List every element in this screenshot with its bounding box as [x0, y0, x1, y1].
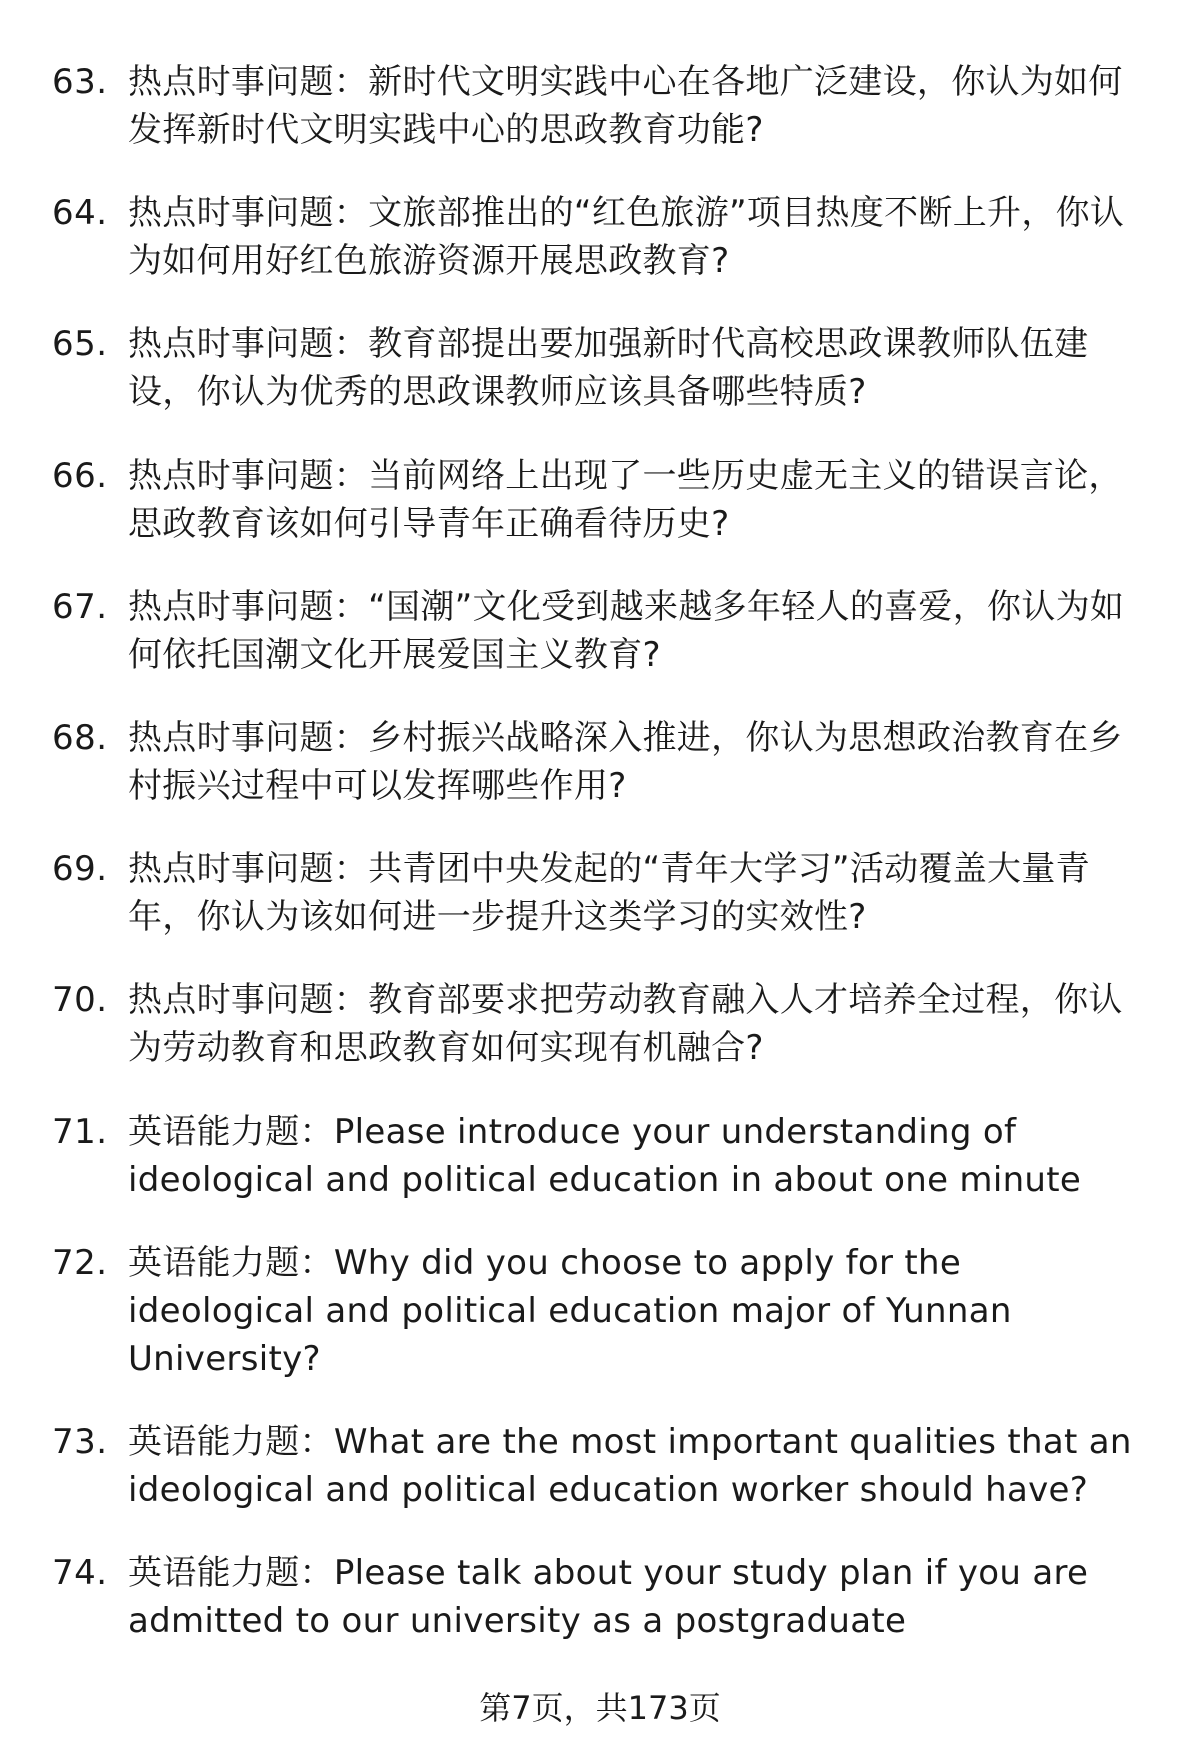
question-number: 71.: [52, 1111, 108, 1152]
question-text-block: [128, 976, 1152, 1072]
question-text-block: [128, 583, 1152, 679]
question-number: 73.: [52, 1421, 108, 1462]
question-number: 64.: [52, 193, 108, 234]
question-number: 74.: [52, 1553, 108, 1594]
question-text: 共青团中央发起的“青年大学习”活动覆盖大量青年，你认为该如何进一步提升这类学习的实效性?: [128, 849, 1090, 938]
question-text: 教育部要求把劳动教育融入人才培养全过程，你认为劳动教育和思政教育如何实现有机融合?: [128, 980, 1123, 1069]
page-number-label: 第7页，共173页: [479, 1689, 721, 1727]
question-number: 68.: [52, 717, 108, 758]
question-category: 英语能力题：: [128, 1242, 334, 1283]
question-number: 72.: [52, 1242, 108, 1283]
question-item: [52, 58, 1152, 154]
question-text-block: [128, 714, 1152, 810]
question-text: Why did you choose to apply for the ideological and political education major of Yunnan University?: [128, 1242, 1012, 1379]
question-category: 热点时事问题：: [128, 849, 369, 890]
question-text-block: [128, 58, 1152, 154]
question-item: [52, 189, 1152, 285]
question-text-block: [128, 1108, 1152, 1204]
question-item: [52, 1239, 1152, 1383]
question-category: 热点时事问题：: [128, 324, 369, 365]
page-footer: [0, 1688, 1200, 1728]
question-number: 67.: [52, 586, 108, 627]
question-number: 69.: [52, 849, 108, 890]
question-number: 65.: [52, 324, 108, 365]
question-item: [52, 976, 1152, 1072]
question-text: 文旅部推出的“红色旅游”项目热度不断上升，你认为如何用好红色旅游资源开展思政教育?: [128, 193, 1125, 282]
question-text: Please talk about your study plan if you are admitted to our university as a postgraduate: [128, 1553, 1089, 1642]
question-item: [52, 1418, 1152, 1514]
question-text-block: [128, 189, 1152, 285]
question-text-block: [128, 452, 1152, 548]
question-number: 63.: [52, 62, 108, 102]
question-text: What are the most important qualities that an ideological and political education worker should have?: [128, 1421, 1132, 1510]
question-category: 热点时事问题：: [128, 717, 369, 758]
question-item: [52, 845, 1152, 941]
question-text: “国潮”文化受到越来越多年轻人的喜爱，你认为如何依托国潮文化开展爱国主义教育?: [128, 586, 1125, 675]
question-text-block: [128, 320, 1152, 416]
question-text-block: [128, 845, 1152, 941]
question-text-block: [128, 1239, 1152, 1383]
question-item: [52, 320, 1152, 416]
question-item: [52, 1549, 1152, 1645]
question-text: Please introduce your understanding of ideological and political education in about one minute: [128, 1111, 1082, 1200]
question-category: 热点时事问题：: [128, 62, 369, 102]
question-item: [52, 1108, 1152, 1204]
question-number: 70.: [52, 980, 108, 1021]
question-category: 英语能力题：: [128, 1421, 334, 1462]
question-item: [52, 452, 1152, 548]
question-number: 66.: [52, 455, 108, 496]
question-text: 新时代文明实践中心在各地广泛建设，你认为如何发挥新时代文明实践中心的思政教育功能?: [128, 62, 1123, 150]
question-text: 教育部提出要加强新时代高校思政课教师队伍建设，你认为优秀的思政课教师应该具备哪些特质?: [128, 324, 1089, 413]
question-category: 热点时事问题：: [128, 586, 369, 627]
question-category: 热点时事问题：: [128, 455, 369, 496]
question-item: [52, 583, 1152, 679]
question-category: 英语能力题：: [128, 1111, 334, 1152]
question-category: 热点时事问题：: [128, 980, 369, 1021]
question-category: 热点时事问题：: [128, 193, 369, 234]
question-text: 乡村振兴战略深入推进，你认为思想政治教育在乡村振兴过程中可以发挥哪些作用?: [128, 717, 1123, 806]
question-item: [52, 714, 1152, 810]
question-category: 英语能力题：: [128, 1553, 334, 1594]
question-text-block: [128, 1549, 1152, 1645]
question-list: [52, 58, 1152, 1680]
question-text-block: [128, 1418, 1152, 1514]
question-text: 当前网络上出现了一些历史虚无主义的错误言论，思政教育该如何引导青年正确看待历史?: [128, 455, 1123, 544]
